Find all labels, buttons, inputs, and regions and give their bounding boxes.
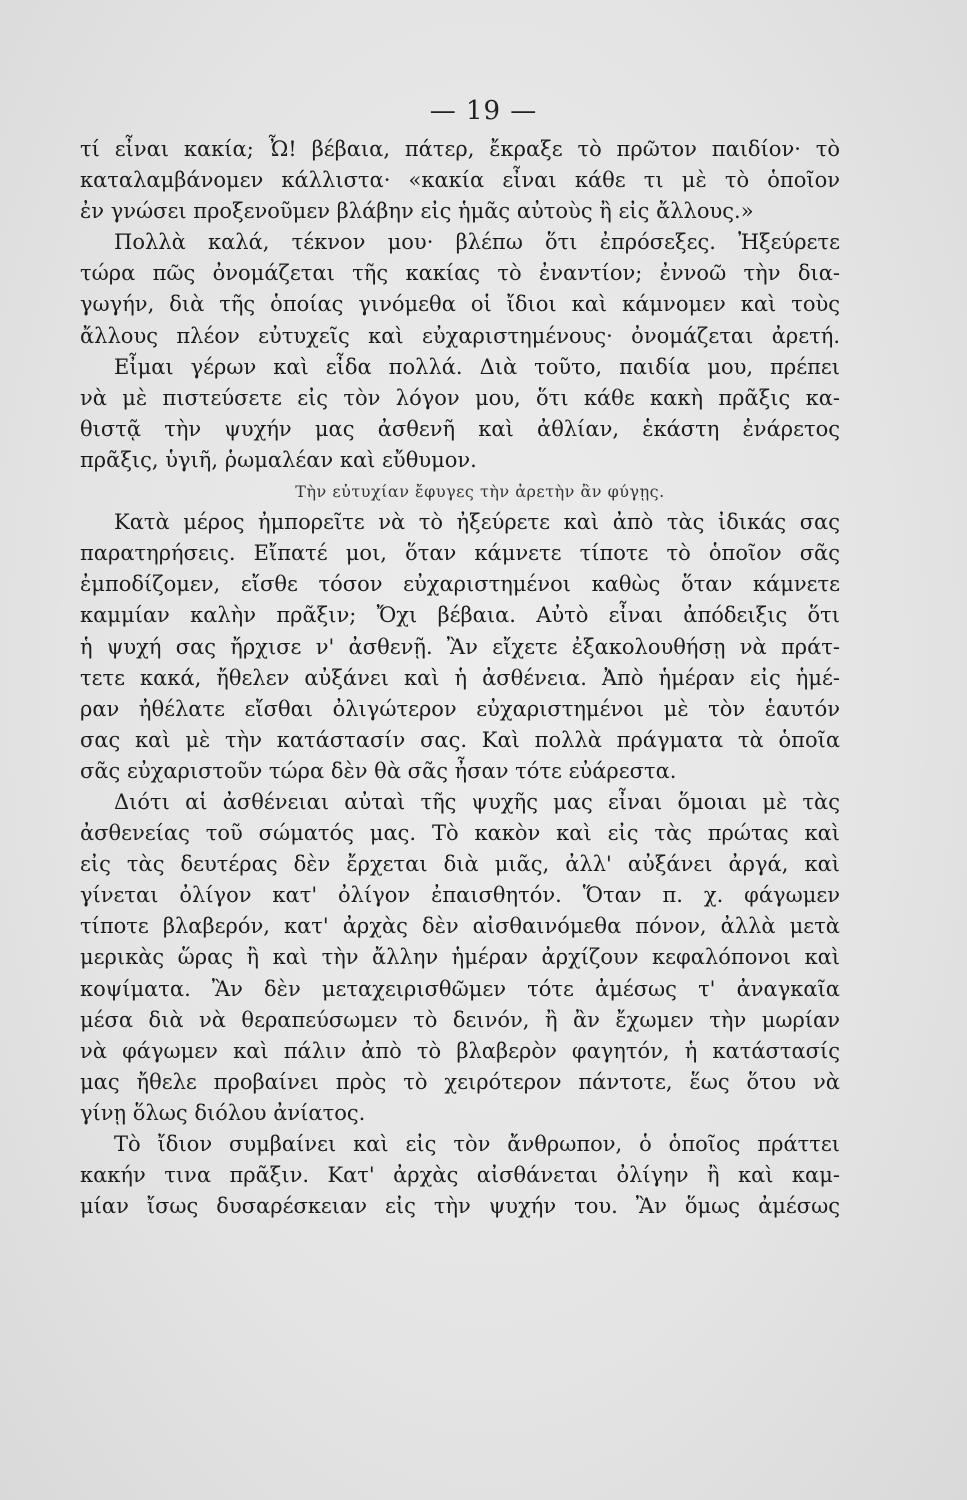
text-line: ἡ ψυχή σας ἤρχισε ν' ἀσθενῇ. Ἂν εἴχετε ἐξακολουθήσῃ νὰ πράτ- [80, 634, 840, 659]
text-line: ἀσθενείας τοῦ σώματός μας. Τὸ κακὸν καὶ εἰς τὰς πρώτας καὶ [80, 821, 840, 846]
text-line: καταλαμβάνομεν κάλλιστα· «κακία εἶναι κάθε τι μὲ τὸ ὁποῖον [80, 168, 840, 193]
text-line: Διότι αἱ ἀσθένειαι αὐταὶ τῆς ψυχῆς μας εἶναι ὅμοιαι μὲ τὰς [114, 789, 840, 814]
text-line: τώρα πῶς ὀνομάζεται τῆς κακίας τὸ ἐναντίον; ἐννοῶ τὴν δια- [80, 261, 840, 286]
text-line: καμμίαν καλὴν πρᾶξιν; Ὄχι βέβαια. Αὐτὸ εἶναι ἀπόδειξις ὅτι [80, 603, 840, 628]
body-text [80, 134, 840, 1222]
text-line: Πολλὰ καλά, τέκνον μου· βλέπω ὅτι ἐπρόσεξες. Ἠξεύρετε [114, 230, 840, 255]
text-line: ἐμποδίζομεν, εἴσθε τόσον εὐχαριστημένοι καθὼς ὅταν κάμνετε [80, 572, 840, 597]
text-line: γωγήν, διὰ τῆς ὁποίας γινόμεθα οἱ ἴδιοι καὶ κάμνομεν καὶ τοὺς [80, 292, 840, 317]
text-line: μας ἤθελε προβαίνει πρὸς τὸ χειρότερον πάντοτε, ἕως ὅτου νὰ [80, 1069, 840, 1094]
text-line: κοψίματα. Ἂν δὲν μεταχειρισθῶμεν τότε ἀμέσως τ' ἀναγκαῖα [80, 976, 840, 1001]
text-line: γίνεται ὀλίγον κατ' ὀλίγον ἐπαισθητόν. Ὅταν π. χ. φάγωμεν [80, 883, 840, 908]
text-line: πρᾶξις, ὑγιῆ, ῥωμαλέαν καὶ εὔθυμον. [80, 447, 477, 472]
text-line: γίνῃ ὅλως διόλου ἀνίατος. [80, 1100, 366, 1125]
text-line: σᾶς εὐχαριστοῦν τώρα δὲν θὰ σᾶς ἦσαν τότε εὐάρεστα. [80, 758, 677, 783]
text-line: παρατηρήσεις. Εἴπατέ μοι, ὅταν κάμνετε τίποτε τὸ ὁποῖον σᾶς [80, 541, 840, 566]
text-line: Εἶμαι γέρων καὶ εἶδα πολλά. Διὰ τοῦτο, παιδία μου, πρέπει [114, 354, 840, 379]
text-line: μίαν ἴσως δυσαρέσκειαν εἰς τὴν ψυχήν του. Ἂν ὅμως ἀμέσως [80, 1194, 840, 1219]
text-line: τί εἶναι κακία; Ὦ! βέβαια, πάτερ, ἔκραξε τὸ πρῶτον παιδίον· τὸ [80, 137, 840, 161]
text-line: τίποτε βλαβερόν, κατ' ἀρχὰς δὲν αἰσθαινόμεθα πόνον, ἀλλὰ μετὰ [80, 914, 840, 939]
text-line: Τὸ ἴδιον συμβαίνει καὶ εἰς τὸν ἄνθρωπον, ὁ ὁποῖος πράττει [114, 1132, 840, 1156]
text-line: νὰ φάγωμεν καὶ πάλιν ἀπὸ τὸ βλαβερὸν φαγητόν, ἡ κατάστασίς [80, 1038, 840, 1063]
text-line: θιστᾷ τὴν ψυχήν μας ἀσθενῆ καὶ ἀθλίαν, ἑκάστη ἐνάρετος [80, 416, 840, 441]
text-line: σας καὶ μὲ τὴν κατάστασίν σας. Καὶ πολλὰ πράγματα τὰ ὁποῖα [80, 727, 840, 752]
text-line: κακήν τινα πρᾶξιν. Κατ' ἀρχὰς αἰσθάνεται ὀλίγην ἢ καὶ καμ- [80, 1163, 840, 1188]
text-line: ραν ἠθέλατε εἴσθαι ὀλιγώτερον εὐχαριστημένοι μὲ τὸν ἑαυτόν [80, 696, 840, 721]
text-line: εἰς τὰς δευτέρας δὲν ἔρχεται διὰ μιᾶς, ἀλλ' αὐξάνει ἀργά, καὶ [80, 852, 840, 877]
page-number: — 19 — [429, 96, 538, 126]
text-line: ἄλλους πλέον εὐτυχεῖς καὶ εὐχαριστημένους· ὀνομάζεται ἀρετή. [80, 323, 840, 348]
text-line: τετε κακά, ἤθελεν αὐξάνει καὶ ἡ ἀσθένεια. Ἀπὸ ἡμέραν εἰς ἡμέ- [80, 665, 840, 690]
text-line: ἐν γνώσει προξενοῦμεν βλάβην εἰς ἡμᾶς αὐτοὺς ἢ εἰς ἄλλους.» [80, 199, 754, 224]
text-line: μέσα διὰ νὰ θεραπεύσωμεν τὸ δεινόν, ἢ ἂν ἔχωμεν τὴν μωρίαν [80, 1007, 840, 1032]
text-line: μερικὰς ὥρας ἢ καὶ τὴν ἄλλην ἡμέραν ἀρχίζουν κεφαλόπονοι καὶ [80, 945, 840, 970]
text-line: νὰ μὲ πιστεύσετε εἰς τὸν λόγον μου, ὅτι κάθε κακὴ πρᾶξις κα- [80, 385, 840, 410]
motto-line: Τὴν εὐτυχίαν ἔφυγες τὴν ἀρετὴν ἂν φύγῃς. [295, 482, 665, 502]
text-line: Κατὰ μέρος ἠμπορεῖτε νὰ τὸ ἠξεύρετε καὶ ἀπὸ τὰς ἰδικάς σας [114, 510, 840, 535]
